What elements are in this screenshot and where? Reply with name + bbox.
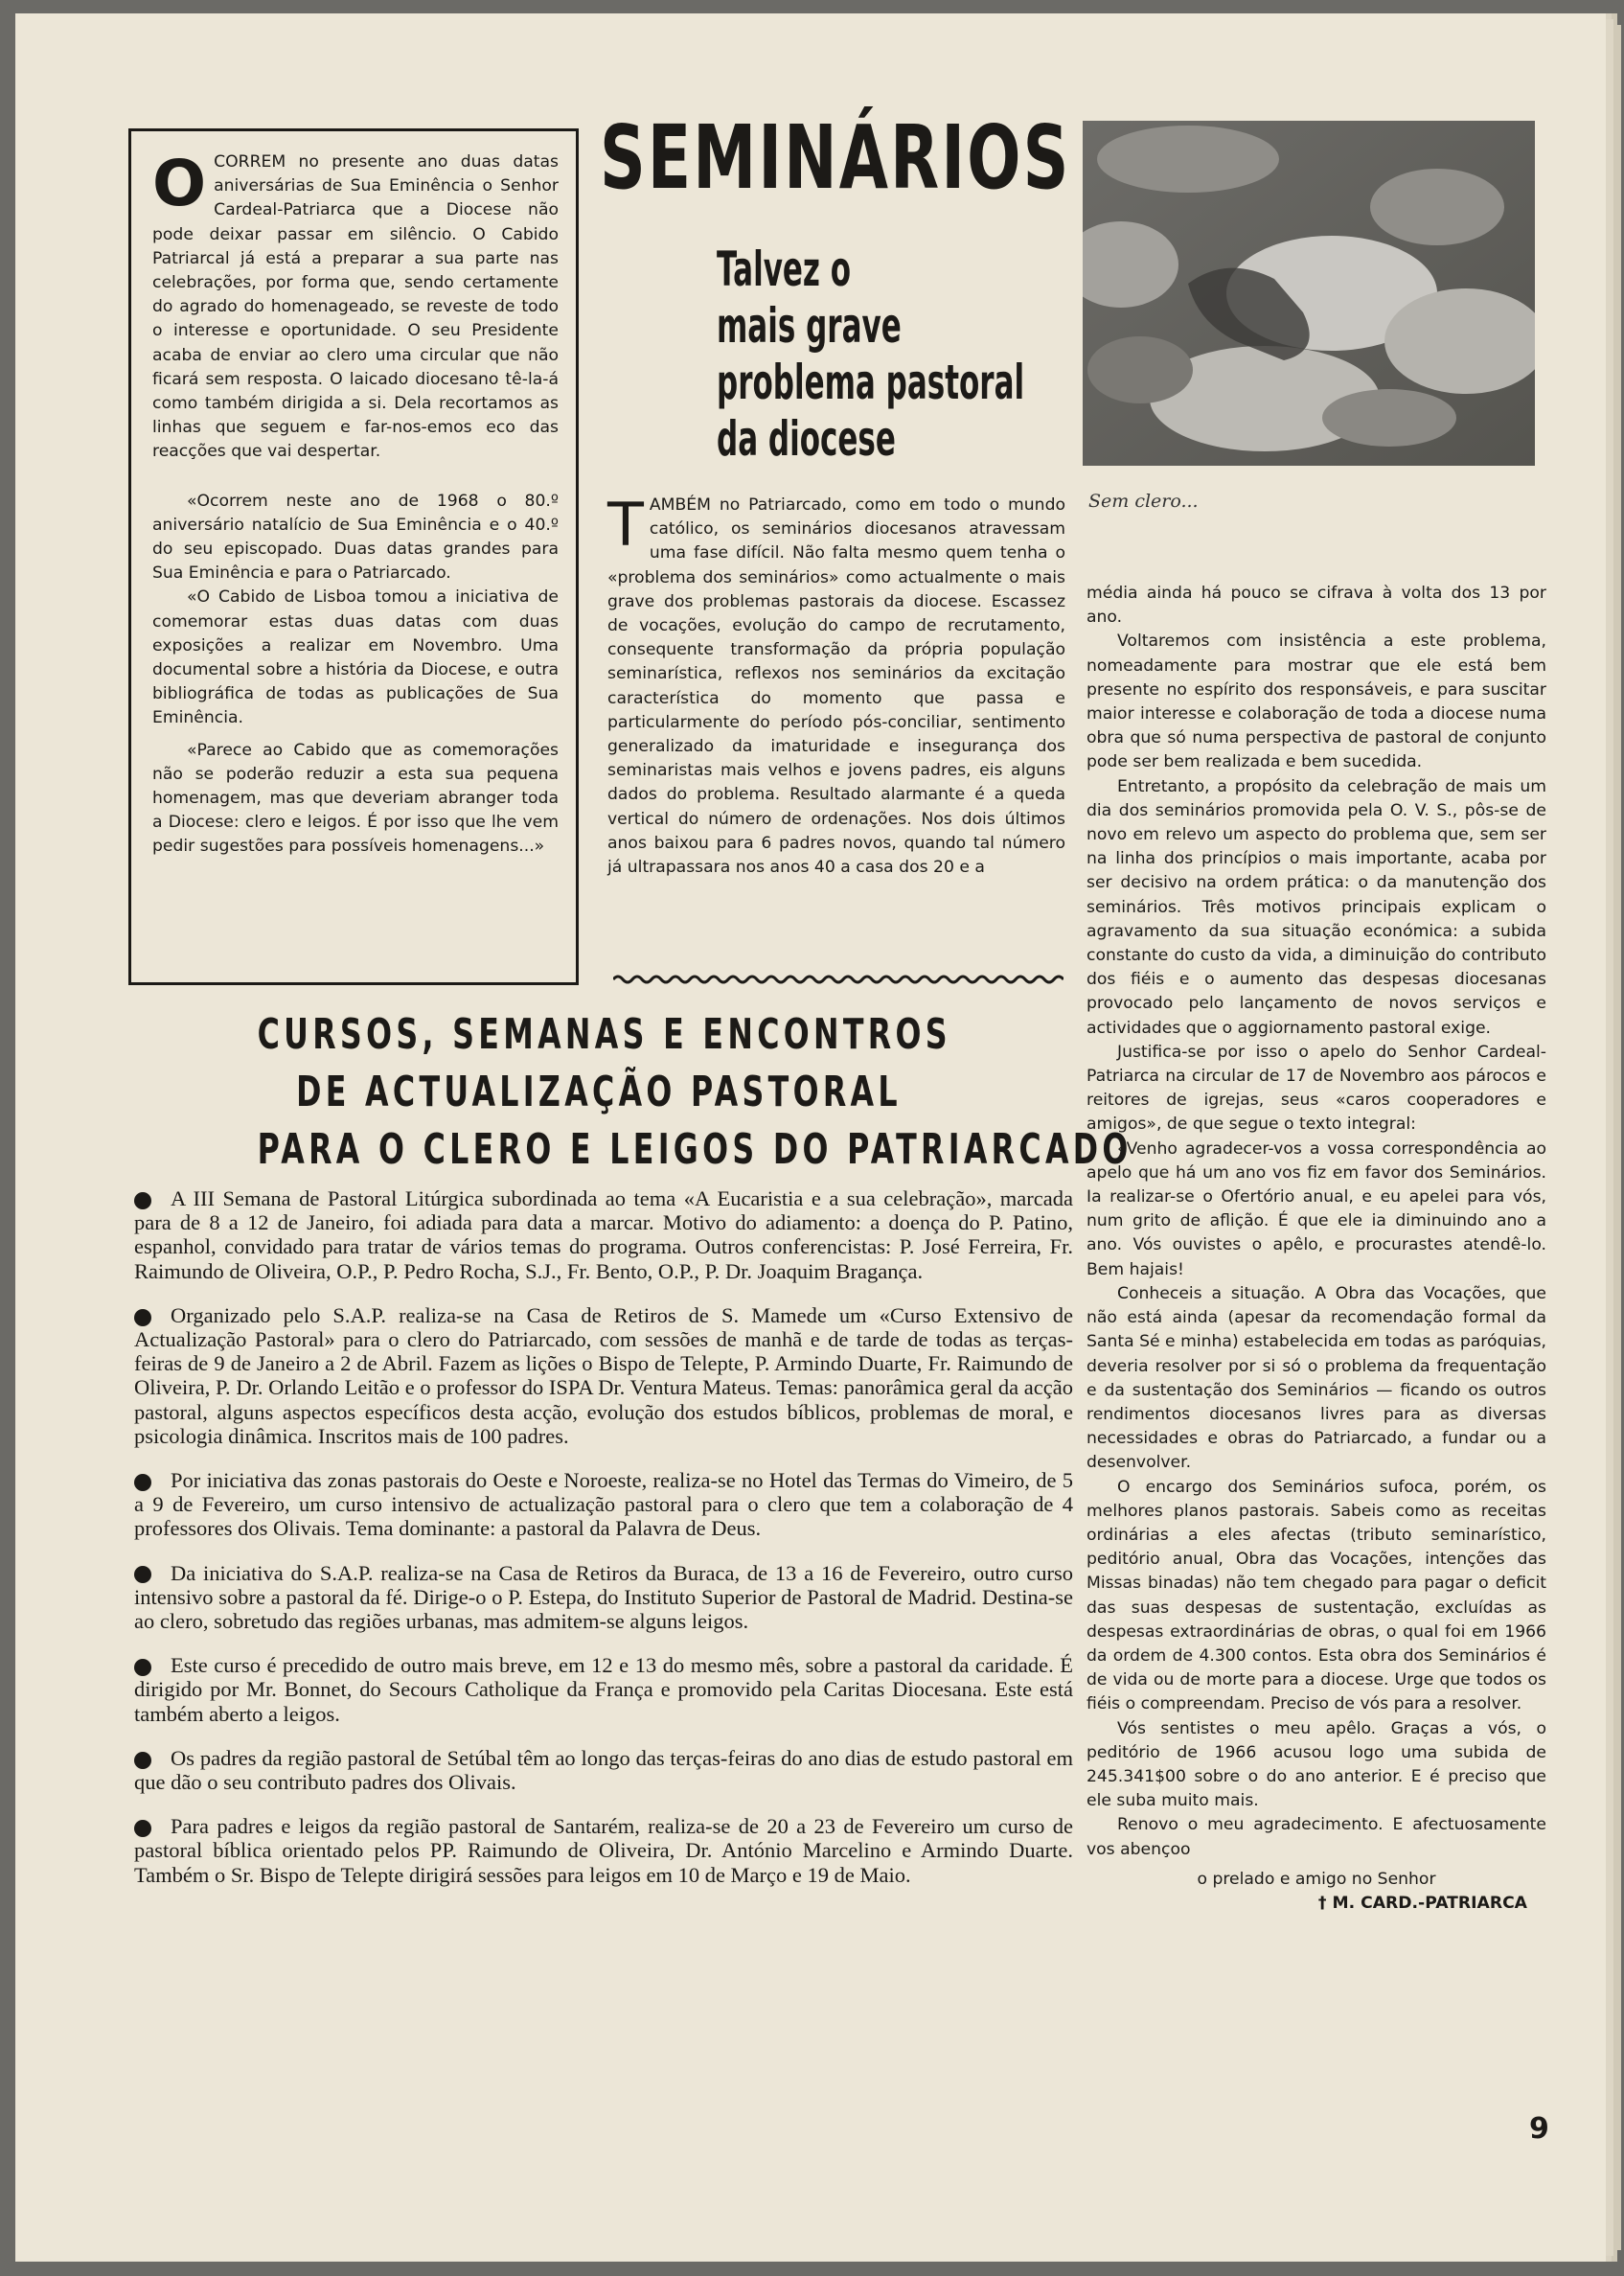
list-item-text: Os padres da região pastoral de Setúbal têm ao longo das terças-feiras do ano dias de estudo pastoral em que dão o seu contributo padres dos Olivais. <box>134 1745 1073 1795</box>
list-item-text: Este curso é precedido de outro mais breve, em 12 e 13 do mesmo mês, sobre a pastoral da caridade. É dirigido por Mr. Bonnet, do Secours Catholique da França e promovido pela Caritas Diocesana. Este está também aberto a leigos. <box>134 1653 1073 1726</box>
closing-line: o prelado e amigo no Senhor <box>1197 1869 1436 1889</box>
list-item <box>134 1746 1073 1794</box>
course-list <box>134 1186 1073 1907</box>
intro-paragraph <box>152 147 559 465</box>
seminarios-body <box>607 490 1065 880</box>
right-paragraph: Conheceis a situação. A Obra das Vocações, que não está ainda (apesar da recomendação formal da Santa Sé e minha) estabelecida em todas as paróquias, deveria resolver por si só o problema da frequentação e da sustentação dos Seminários — ficando os outros rendimentos diocesanos livres para as diversas necessidades e obras do Patriarcado, a fundar ou a desenvolver. <box>1086 1283 1546 1473</box>
bullet-icon <box>134 1566 151 1583</box>
bullet-icon <box>134 1192 151 1209</box>
bullet-icon <box>134 1659 151 1676</box>
right-paragraph: Voltaremos com insistência a este problema, nomeadamente para mostrar que ele está bem presente no espírito dos responsáveis, e para suscitar maior interesse e colaboração de toda a diocese numa obra que só numa perspectiva de pastoral de conjunto pode ser bem realizada e bem sucedida. <box>1086 632 1546 772</box>
rocks-photo <box>1083 121 1535 466</box>
right-column <box>1086 582 1546 1916</box>
quote-paragraph: «Ocorrem neste ano de 1968 o 80.º aniversário natalício de Sua Eminência e o 40.º do seu episcopado. Duas datas grandes para Sua Eminência e para o Patriarcado. <box>152 491 559 584</box>
wavy-divider <box>613 970 1064 989</box>
photo-caption: Sem clero... <box>1088 491 1199 512</box>
list-item-text: Por iniciativa das zonas pastorais do Oeste e Noroeste, realiza-se no Hotel das Termas do Vimeiro, de 5 a 9 de Fevereiro, um curso intensivo de actualização pastoral para o clero que tem a colaboração de 4 professores dos Olivais. Tema dominante: a pastoral da Palavra de Deus. <box>134 1468 1073 1541</box>
subtitle-line: Talvez o <box>717 241 852 297</box>
quote-paragraph: «O Cabido de Lisboa tomou a iniciativa de comemorar estas duas datas com duas exposições a realizar em Novembro. Uma documental sobre a história da Diocese, e outra bibliográfica de todas as publicações de Sua Eminência. <box>152 587 559 728</box>
cursos-heading <box>125 1006 1132 1179</box>
right-paragraph: Vós sentistes o meu apêlo. Graças a vós, o peditório de 1966 acusou logo uma subida de 245.341$00 sobre o do ano anterior. E é preciso que ele suba muito mais. <box>1086 1718 1546 1811</box>
list-item-text: Para padres e leigos da região pastoral de Santarém, realiza-se de 20 a 23 de Fevereiro um curso de pastoral bíblica orientado pelos PP. Raimundo de Oliveira, Dr. António Marcelino e Armindo Duarte. Também o Sr. Bispo de Telepte dirigirá sessões para leigos em 10 de Março e 19 de Maio. <box>134 1814 1073 1887</box>
list-item <box>134 1186 1073 1283</box>
right-paragraph: Entretanto, a propósito da celebração de mais um dia dos seminários promovida pela O. V. S., pôs-se de novo em relevo um aspecto do problema que, sem ser na linha dos princípios o mais importante, acaba por ser decisivo na ordem prática: o da manutenção dos seminários. Três motivos principais explicam o agravamento da sua situação económica: a subida constante do custo da vida, a diminuição do contributo dos fiéis e o aumento das despesas diocesanas provocado pelo lançamento de novos serviços e actividades que o aggiornamento pastoral exige. <box>1086 776 1546 1038</box>
right-paragraph: «Venho agradecer-vos a vossa correspondência ao apelo que há um ano vos fiz em favor dos Seminários. Ia realizar-se o Ofertório anual, e eu apelei para vós, num grito de aflição. É que ele ia diminuindo ano a ano. Vós ouvistes o apêlo, e procurastes atendê-lo. Bem hajais! <box>1086 1138 1546 1279</box>
seminarios-paragraph <box>607 490 1065 880</box>
list-item-text: A III Semana de Pastoral Litúrgica subordinada ao tema «A Eucaristia e a sua celebração», marcada para de 8 a 12 de Janeiro, foi adiada para data a marcar. Motivo do adiamento: a doença do P. Patino, espanhol, convidado para tratar de vários temas do programa. Outros conferencistas: P. José Ferreira, Fr. Raimundo de Oliveira, O.P., P. Pedro Rocha, S.J., Fr. Bento, O.P., P. Dr. Joaquim Bragança. <box>134 1186 1073 1283</box>
list-item <box>134 1814 1073 1887</box>
drop-cap: O <box>152 147 207 220</box>
bullet-icon <box>134 1752 151 1769</box>
page-edge <box>1606 19 1613 2256</box>
bullet-icon <box>134 1309 151 1326</box>
heading-line: PARA O CLERO E LEIGOS DO PATRIARCADO <box>257 1125 1132 1174</box>
list-item <box>134 1303 1073 1448</box>
article-title: SEMINÁRIOS <box>600 106 1071 209</box>
signature: † M. CARD.-PATRIARCA <box>1317 1893 1527 1913</box>
bullet-icon <box>134 1474 151 1491</box>
drop-cap: T <box>607 490 644 560</box>
seminarios-text: AMBÉM no Patriarcado, como em todo o mundo católico, os seminários diocesanos atravessam uma fase difícil. Não falta mesmo quem tenha o «problema dos seminários» como actualmente o mais grave dos problemas pastorais da diocese. Escassez de vocações, evolução do campo de recrutamento, consequente transformação da própria população seminarística, reflexos nos seminários da excitação característica do momento que passa e particularmente do período pós-conciliar, sentimento generalizado da imaturidade e insegurança dos seminaristas mais velhos e jovens padres, eis alguns dados do problema. Resultado alarmante é a queda vertical do número de ordenações. Nos dois últimos anos baixou para 6 padres novos, quando tal número já ultrapassara nos anos 40 a casa dos 20 e a <box>607 495 1065 878</box>
subtitle-line: da diocese <box>717 411 896 467</box>
list-item-text: Organizado pelo S.A.P. realiza-se na Casa de Retiros de S. Mamede um «Curso Extensivo de Actualização Pastoral» para o clero do Patriarcado, com sessões de manhã e de tarde de todas as terças-feiras de 9 de Janeiro a 2 de Abril. Fazem as lições o Bispo de Telepte, P. Armindo Duarte, Fr. Raimundo de Oliveira, P. Dr. Orlando Leitão e o professor do ISPA Dr. Ventura Mateus. Temas: panorâmica geral da acção pastoral, alguns aspectos específicos desta acção, evolução dos estudos bíblicos, problemas de moral, e psicologia dinâmica. Inscritos mais de 100 padres. <box>134 1302 1073 1448</box>
right-paragraph: média ainda há pouco se cifrava à volta dos 13 por ano. <box>1086 584 1546 628</box>
heading-line: CURSOS, SEMANAS E ENCONTROS <box>257 1010 951 1059</box>
quote-paragraph: «Parece ao Cabido que as comemorações não se poderão reduzir a esta sua pequena homenagem, mas que deveriam abranger toda a Diocese: clero e leigos. É por isso que lhe vem pedir sugestões para possíveis homenagens...» <box>152 740 559 857</box>
bullet-icon <box>134 1820 151 1837</box>
right-paragraph: Justifica-se por isso o apelo do Senhor Cardeal-Patriarca na circular de 17 de Novembro aos párocos e reitores de igrejas, seus «caros cooperadores e amigos», de que segue o texto integral: <box>1086 1042 1546 1135</box>
list-item <box>134 1468 1073 1541</box>
subtitle-line: mais grave <box>717 298 902 354</box>
right-paragraph: Renovo o meu agradecimento. E afectuosamente vos abençoo <box>1086 1815 1546 1859</box>
intro-text: CORREM no presente ano duas datas aniversárias de Sua Eminência o Senhor Cardeal-Patriarca que a Diocese não pode deixar passar em silêncio. O Cabido Patriarcal já está a preparar a sua parte nas celebrações, por forma que, sendo certamente do agrado do homenageado, se reveste de todo o interesse e oportunidade. O seu Presidente acaba de enviar ao clero uma circular que não ficará sem resposta. O laicado diocesano tê-la-á como também dirigida a si. Dela recortamos as linhas que seguem e far-nos-emos eco das reacções que vai despertar. <box>152 152 559 462</box>
heading-line: DE ACTUALIZAÇÃO PASTORAL <box>296 1068 902 1116</box>
list-item <box>134 1653 1073 1726</box>
list-item-text: Da iniciativa do S.A.P. realiza-se na Casa de Retiros da Buraca, de 13 a 16 de Fevereiro, outro curso intensivo sobre a pastoral da fé. Dirige-o o P. Estepa, do Instituto Superior de Pastoral de Madrid. Destina-se ao clero, sobretudo das regiões urbanas, mas admitem-se alguns leigos. <box>134 1560 1073 1634</box>
page-number: 9 <box>1529 2112 1549 2146</box>
article-subtitle <box>717 241 1025 468</box>
page-edge <box>1613 25 1621 2250</box>
intro-box <box>128 128 579 985</box>
subtitle-line: problema pastoral <box>717 355 1025 410</box>
right-paragraph: O encargo dos Seminários sufoca, porém, os melhores planos pastorais. Sabeis como as receitas ordinárias a eles afectas (tributo seminarístico, peditório anual, Obra das Vocações, intenções das Missas binadas) não tem chegado para pagar o deficit das suas despesas de sustentação, excluídas as despesas extraordinárias de obras, o qual foi em 1966 da ordem de 4.300 contos. Esta obra dos Seminários é de vida ou de morte para a diocese. Urge que todos os fiéis o compreendam. Preciso de vós para a resolver. <box>1086 1477 1546 1714</box>
list-item <box>134 1561 1073 1634</box>
